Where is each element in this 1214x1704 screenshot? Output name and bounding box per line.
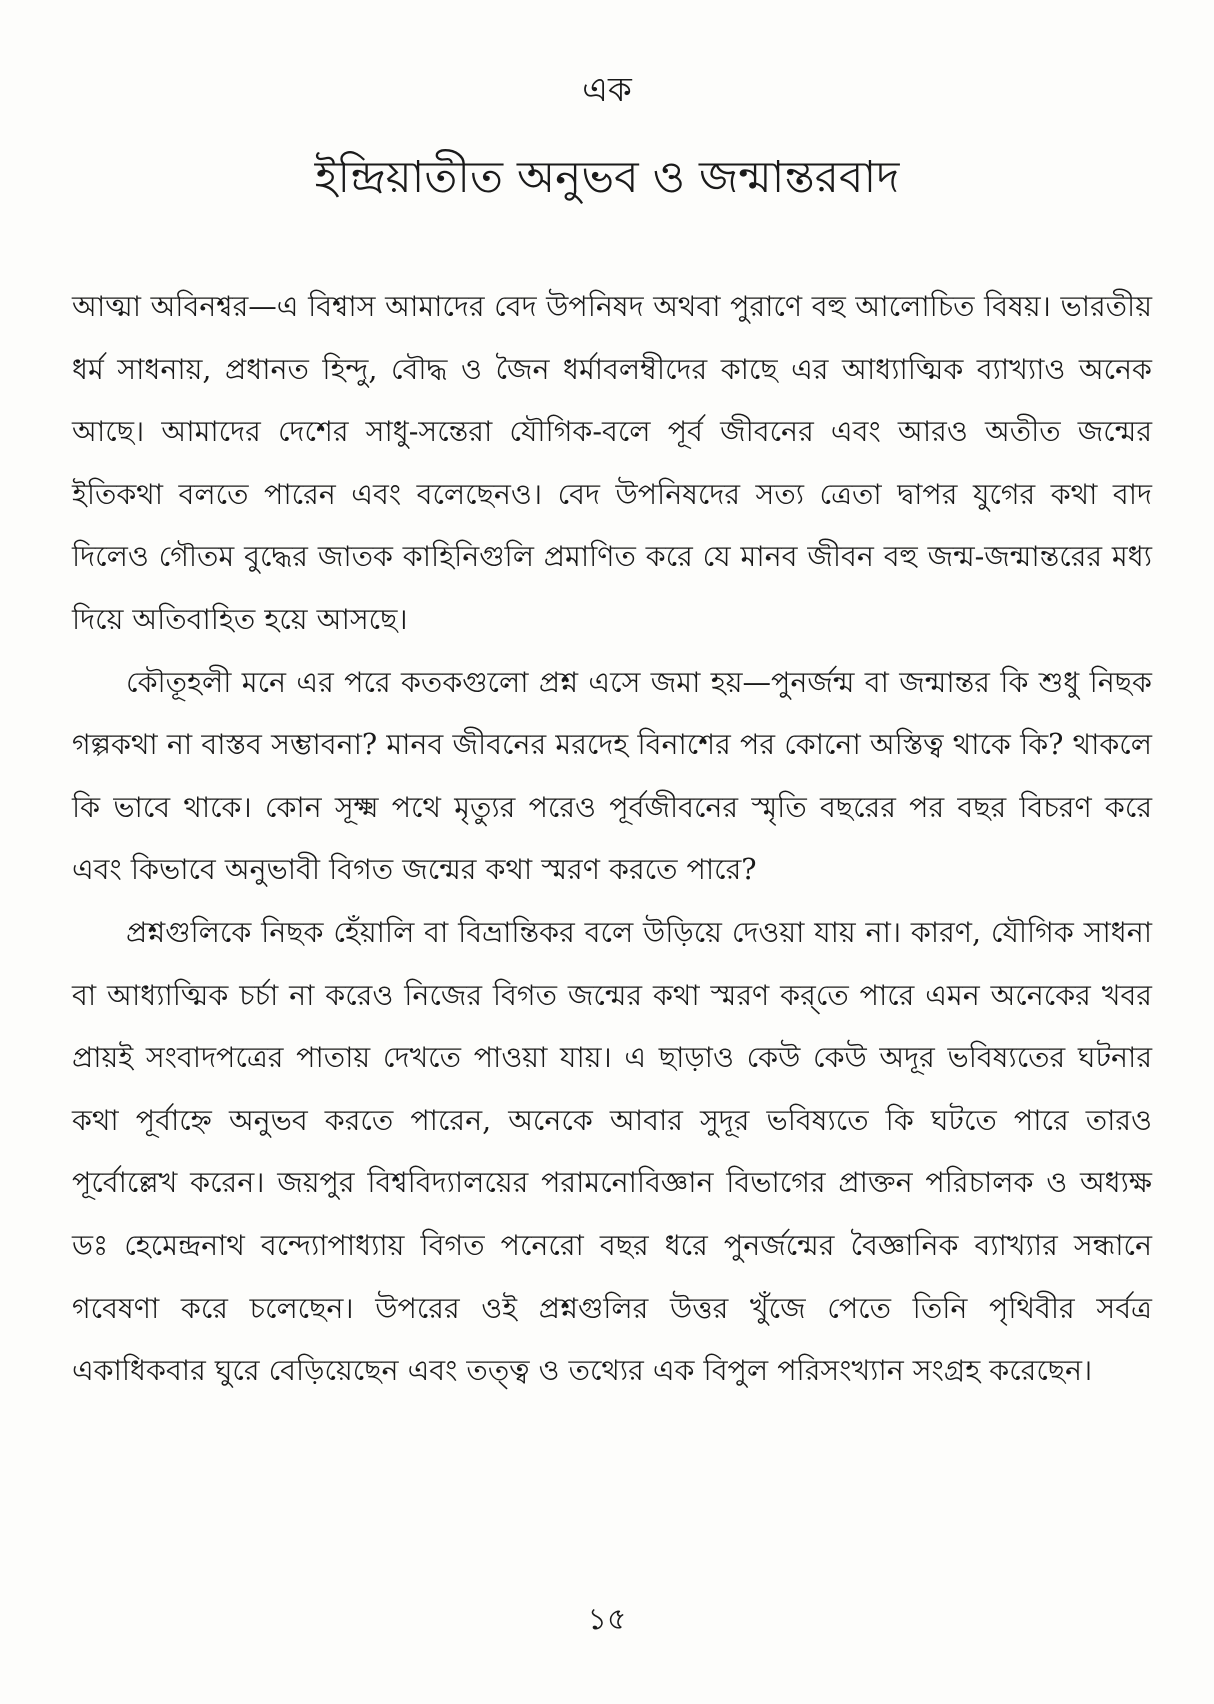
paragraph-2: কৌতূহলী মনে এর পরে কতকগুলো প্রশ্ন এসে জমা হয়—পুনর্জন্ম বা জন্মান্তর কি শুধু নিছক গল্পকথা না বাস্তব সম্ভাবনা? মানব জীবনের মরদেহ বিনাশের পর কোনো অস্তিত্ব থাকে কি? থাকলে কি ভাবে থাকে। কোন সূক্ষ্ম পথে মৃত্যুর পরেও পূর্বজীবনের স্মৃতি বছরের পর বছর বিচরণ করে এবং কিভাবে অনুভাবী বিগত জন্মের কথা স্মরণ করতে পারে? (72, 665, 1152, 887)
paragraph-1: আত্মা অবিনশ্বর—এ বিশ্বাস আমাদের বেদ উপনিষদ অথবা পুরাণে বহু আলোচিত বিষয়। ভারতীয় ধর্ম সাধনায়, প্রধানত হিন্দু, বৌদ্ধ ও জৈন ধর্মাবলম্বীদের কাছে এর আধ্যাত্মিক ব্যাখ্যাও অনেক আছে। আমাদের দেশের সাধু-সন্তেরা যৌগিক-বলে পূর্ব জীবনের এবং আরও অতীত জন্মের ইতিকথা বলতে পারেন এবং বলেছেনও। বেদ উপনিষদের সত্য ত্রেতা দ্বাপর যুগের কথা বাদ দিলেও গৌতম বুদ্ধের জাতক কাহিনিগুলি প্রমাণিত করে যে মানব জীবন বহু জন্ম-জন্মান্তরের মধ্য দিয়ে অতিবাহিত হয়ে আসছে। (72, 290, 1152, 636)
chapter-title: ইন্দ্রিয়াতীত অনুভব ও জন্মান্তরবাদ (314, 152, 900, 203)
paragraph-3: প্রশ্নগুলিকে নিছক হেঁয়ালি বা বিভ্রান্তিকর বলে উড়িয়ে দেওয়া যায় না। কারণ, যৌগিক সাধনা বা আধ্যাত্মিক চর্চা না করেও নিজের বিগত জন্মের কথা স্মরণ কর্‌তে পারে এমন অনেকের খবর প্রায়ই সংবাদপত্রের পাতায় দেখতে পাওয়া যায়। এ ছাড়াও কেউ কেউ অদূর ভবিষ্যতের ঘটনার কথা পূর্বাহ্নে অনুভব করতে পারেন, অনেকে আবার সুদূর ভবিষ্যতে কি ঘটতে পারে তারও পূর্বোল্লেখ করেন। জয়পুর বিশ্ববিদ্যালয়ের পরামনোবিজ্ঞান বিভাগের প্রাক্তন পরিচালক ও অধ্যক্ষ ডঃ হেমেন্দ্রনাথ বন্দ্যোপাধ্যায় বিগত পনেরো বছর ধরে পুনর্জন্মের বৈজ্ঞানিক ব্যাখ্যার সন্ধানে গবেষণা করে চলেছেন। উপরের ওই প্রশ্নগুলির উত্তর খুঁজে পেতে তিনি পৃথিবীর সর্বত্র একাধিকবার ঘুরে বেড়িয়েছেন এবং তত্ত্ব ও তথ্যের এক বিপুল পরিসংখ্যান সংগ্রহ করেছেন। (72, 915, 1152, 1388)
body-text (72, 276, 1152, 1403)
chapter-number: এক (582, 70, 632, 110)
page-number: ১৫ (587, 1602, 627, 1637)
